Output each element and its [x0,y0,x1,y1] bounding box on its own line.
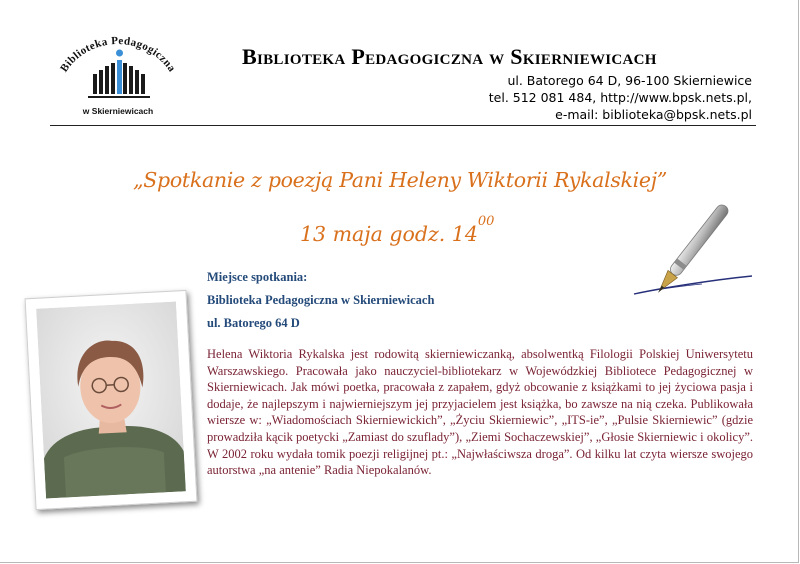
meeting-street: ul. Batorego 64 D [207,316,300,330]
event-date [300,214,495,246]
event-date-text: 13 maja godz. 14 [300,222,478,246]
logo-bottom-text: w Skierniewicach [82,106,154,116]
library-email: e-mail: biblioteka@bpsk.nets.pl [555,107,752,122]
library-address: ul. Batorego 64 D, 96-100 Skierniewice [507,73,752,88]
books-logo-icon [48,30,188,126]
library-logo [48,30,188,126]
event-time-sup: 00 [477,214,495,229]
event-title: „Spotkanie z poezją Pani Heleny Wiktorii Rykalskiej” [132,168,668,192]
library-name: Biblioteka Pedagogiczna w Skierniewicach [242,44,657,69]
pen-icon [622,196,762,306]
library-contact: tel. 512 081 484, http://www.bpsk.nets.pl, [488,90,752,105]
author-photo [25,290,198,510]
meeting-place: Biblioteka Pedagogiczna w Skierniewicach [207,293,435,307]
meeting-label: Miejsce spotkania: [207,270,308,284]
logo-arc-text: Biblioteka Pedagogiczna [58,34,178,75]
author-bio: Helena Wiktoria Rykalska jest rodowitą skierniewiczanką, absolwentką Filologii Polskiej Uniwersytetu Warszawskiego. Pracowała jako nauczyciel-bibliotekarz w Wojewódzkiej Bibliotece Pedagogicznej w Skierniewicach. Jak mówi poetka, pracowała z zapałem, gdyż obcowanie z książkami to jej życiowa pasja i dodaje, że najlepszym i najwierniejszym jej przyjacielem jest książka, bo zawsze na nią czeka. Publikowała wiersze w: „Wiadomościach Skierniewickich”, „Życiu Skierniewic”, „ITS-ie”, „Pulsie Skierniewic” (gdzie prowadziła kącik poetycki „Zamiast do szuflady”), „Ziemi Sochaczewskiej”, „Głosie Skierniewic i okolicy”. W 2002 roku wydała tomik poezji religijnej pt.: „Najwłaściwsza droga”. Od kilku lat czyta wiersze swojego autorstwa „na antenie” Radia Niepokalanów. [207,347,753,478]
header-divider [50,125,756,126]
portrait-image [36,301,186,498]
